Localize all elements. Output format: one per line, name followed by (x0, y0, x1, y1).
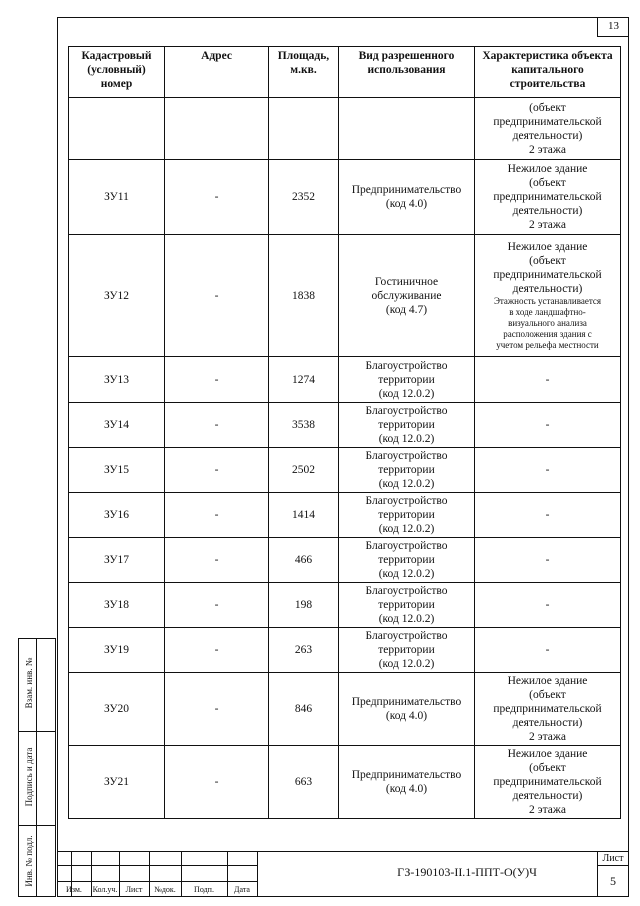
address-cell: - (165, 538, 269, 583)
area-cell: 2352 (269, 160, 339, 235)
characteristic-cell (475, 493, 621, 538)
area-cell: 198 (269, 583, 339, 628)
stamp-kol-uch: Кол.уч. (92, 885, 118, 894)
sidebar-podpis-label: Подпись и дата (24, 747, 34, 807)
cell-line: Благоустройство (365, 585, 448, 597)
cell-line: визуального анализа (508, 318, 587, 328)
cell-line: территории (378, 419, 435, 431)
header-permitted-use: Вид разрешенного использования (339, 47, 475, 98)
cell-line: деятельности) (512, 205, 583, 217)
stamp-list: Лист (125, 885, 143, 894)
cell-line: Благоустройство (365, 450, 448, 462)
left-stamp-sidebar (18, 638, 56, 897)
characteristic-cell (475, 628, 621, 673)
cell-line: Нежилое здание (507, 748, 588, 760)
cell-line: - (545, 599, 550, 611)
cell-line: Предпринимательство (351, 769, 462, 781)
empty-cell (269, 98, 339, 160)
area-cell: 1274 (269, 357, 339, 403)
permitted-use-cell (339, 357, 475, 403)
cell-line: Гостиничное (374, 275, 439, 288)
cell-line: Предпринимательство (351, 696, 462, 708)
cadastral-number-cell: ЗУ15 (69, 448, 165, 493)
cell-line: (объект (529, 101, 566, 114)
cadastral-number-cell: ЗУ11 (69, 160, 165, 235)
cell-line: 2 этажа (529, 804, 566, 816)
characteristic-cell (475, 673, 621, 746)
permitted-use-cell (339, 583, 475, 628)
table-row (69, 628, 621, 673)
cell-line: предпринимательской (493, 703, 602, 715)
cell-line: территории (378, 599, 435, 611)
cell-line: Этажность устанавливается (493, 296, 602, 306)
table-row (69, 583, 621, 628)
cell-line: - (545, 644, 550, 656)
cell-line: территории (378, 509, 435, 521)
cell-line: (объект (529, 255, 566, 267)
permitted-use-cell (339, 746, 475, 819)
cell-line: 2 этажа (529, 143, 566, 156)
table-row (69, 403, 621, 448)
header-cadastral-number: Кадастровый (условный) номер (69, 47, 165, 98)
address-cell: - (165, 403, 269, 448)
page-number: 13 (597, 17, 629, 37)
address-cell: - (165, 493, 269, 538)
cell-line: Благоустройство (365, 630, 448, 642)
characteristic-cell (475, 746, 621, 819)
sidebar-inv-label: Инв. № подл. (24, 835, 34, 887)
cadastral-number-cell: ЗУ16 (69, 493, 165, 538)
cell-line: (код 12.0.2) (378, 478, 435, 490)
cell-line: (код 12.0.2) (378, 613, 435, 625)
permitted-use-cell (339, 160, 475, 235)
cadastral-number-cell: ЗУ19 (69, 628, 165, 673)
cell-line: (код 4.0) (385, 710, 428, 722)
table-header-row (69, 47, 621, 98)
address-cell: - (165, 583, 269, 628)
sheet-number: 5 (610, 874, 616, 888)
cell-line: в ходе ландшафтно- (509, 307, 586, 317)
empty-cell (69, 98, 165, 160)
cell-line: Благоустройство (365, 405, 448, 417)
cell-line: расположения здания с (503, 329, 592, 339)
stamp-podp: Подп. (194, 885, 214, 894)
title-block (57, 851, 629, 897)
address-cell: - (165, 746, 269, 819)
cell-line: - (545, 464, 550, 476)
permitted-use-cell (339, 493, 475, 538)
cell-line: территории (378, 554, 435, 566)
address-cell: - (165, 448, 269, 493)
address-cell: - (165, 235, 269, 357)
table-row (69, 538, 621, 583)
empty-cell (165, 98, 269, 160)
table-row (69, 746, 621, 819)
permitted-use-cell (339, 628, 475, 673)
cell-line: - (545, 373, 550, 386)
cell-line: учетом рельефа местности (496, 340, 599, 350)
cell-line: территории (378, 373, 435, 386)
sidebar-vzam-label: Взам. инв. № (24, 657, 34, 709)
cell-line: (объект (529, 177, 566, 189)
cell-line: предпринимательской (493, 269, 602, 281)
cell-line: (код 12.0.2) (378, 568, 435, 580)
cadastral-number-cell: ЗУ18 (69, 583, 165, 628)
cell-line: (код 4.7) (385, 303, 428, 316)
cell-line: территории (378, 464, 435, 476)
table-row-continuation (69, 98, 621, 160)
cell-line: деятельности) (512, 283, 583, 295)
characteristic-cell (475, 235, 621, 357)
area-cell: 3538 (269, 403, 339, 448)
cell-line: 2 этажа (529, 219, 566, 231)
document-code: ГЗ-190103-II.1-ППТ-О(У)Ч (397, 865, 537, 879)
table-row (69, 160, 621, 235)
characteristic-cell (475, 538, 621, 583)
cell-line: территории (378, 644, 435, 656)
cell-line: предпринимательской (493, 191, 602, 203)
area-cell: 466 (269, 538, 339, 583)
cell-line: Благоустройство (365, 540, 448, 552)
address-cell: - (165, 160, 269, 235)
cell-line: Благоустройство (365, 359, 448, 372)
cadastral-number-cell: ЗУ17 (69, 538, 165, 583)
area-cell: 263 (269, 628, 339, 673)
address-cell: - (165, 628, 269, 673)
stamp-data: Дата (234, 885, 250, 894)
stamp-ndok: №док. (154, 885, 176, 894)
cell-line: Нежилое здание (507, 241, 588, 253)
table-row (69, 448, 621, 493)
land-plots-table (68, 46, 621, 819)
address-cell: - (165, 673, 269, 746)
cell-line: обслуживание (371, 289, 442, 302)
cell-line: - (545, 419, 550, 431)
area-cell: 1414 (269, 493, 339, 538)
permitted-use-cell (339, 448, 475, 493)
table-row (69, 673, 621, 746)
cadastral-number-cell: ЗУ13 (69, 357, 165, 403)
cell-line: деятельности) (512, 717, 583, 729)
cell-line: предпринимательской (493, 115, 602, 128)
permitted-use-cell (339, 403, 475, 448)
cadastral-number-cell: ЗУ20 (69, 673, 165, 746)
cadastral-number-cell: ЗУ21 (69, 746, 165, 819)
cell-line: (код 12.0.2) (378, 658, 435, 670)
cell-line: деятельности) (512, 129, 583, 142)
cell-line: (код 4.0) (385, 783, 428, 795)
stamp-izm: Изм. (66, 885, 82, 894)
area-cell: 2502 (269, 448, 339, 493)
characteristic-cell (475, 98, 621, 160)
address-cell: - (165, 357, 269, 403)
area-cell: 846 (269, 673, 339, 746)
cell-line: (код 4.0) (385, 198, 428, 210)
empty-cell (339, 98, 475, 160)
table-row (69, 235, 621, 357)
cell-line: (код 12.0.2) (378, 433, 435, 445)
cell-line: Благоустройство (365, 495, 448, 507)
permitted-use-cell (339, 538, 475, 583)
cadastral-number-cell: ЗУ14 (69, 403, 165, 448)
characteristic-cell (475, 448, 621, 493)
cell-line: 2 этажа (529, 731, 566, 743)
table-row (69, 493, 621, 538)
cell-line: (код 12.0.2) (378, 523, 435, 535)
cell-line: деятельности) (512, 790, 583, 802)
cadastral-number-cell: ЗУ12 (69, 235, 165, 357)
cell-line: Нежилое здание (507, 163, 588, 175)
sheet-label: Лист (602, 853, 624, 864)
table-row (69, 357, 621, 403)
cell-line: Нежилое здание (507, 675, 588, 687)
characteristic-cell (475, 403, 621, 448)
cell-line: (код 12.0.2) (378, 387, 435, 400)
characteristic-cell (475, 357, 621, 403)
cell-line: (объект (529, 762, 566, 774)
permitted-use-cell (339, 673, 475, 746)
area-cell: 1838 (269, 235, 339, 357)
header-area: Площадь, м.кв. (269, 47, 339, 98)
permitted-use-cell (339, 235, 475, 357)
cell-line: - (545, 509, 550, 521)
cell-line: Предпринимательство (351, 184, 462, 196)
characteristic-cell (475, 583, 621, 628)
cell-line: - (545, 554, 550, 566)
cell-line: (объект (529, 689, 566, 701)
cell-line: предпринимательской (493, 776, 602, 788)
area-cell: 663 (269, 746, 339, 819)
header-characteristic: Характеристика объекта капитального строительства (475, 47, 621, 98)
header-address: Адрес (165, 47, 269, 98)
characteristic-cell (475, 160, 621, 235)
